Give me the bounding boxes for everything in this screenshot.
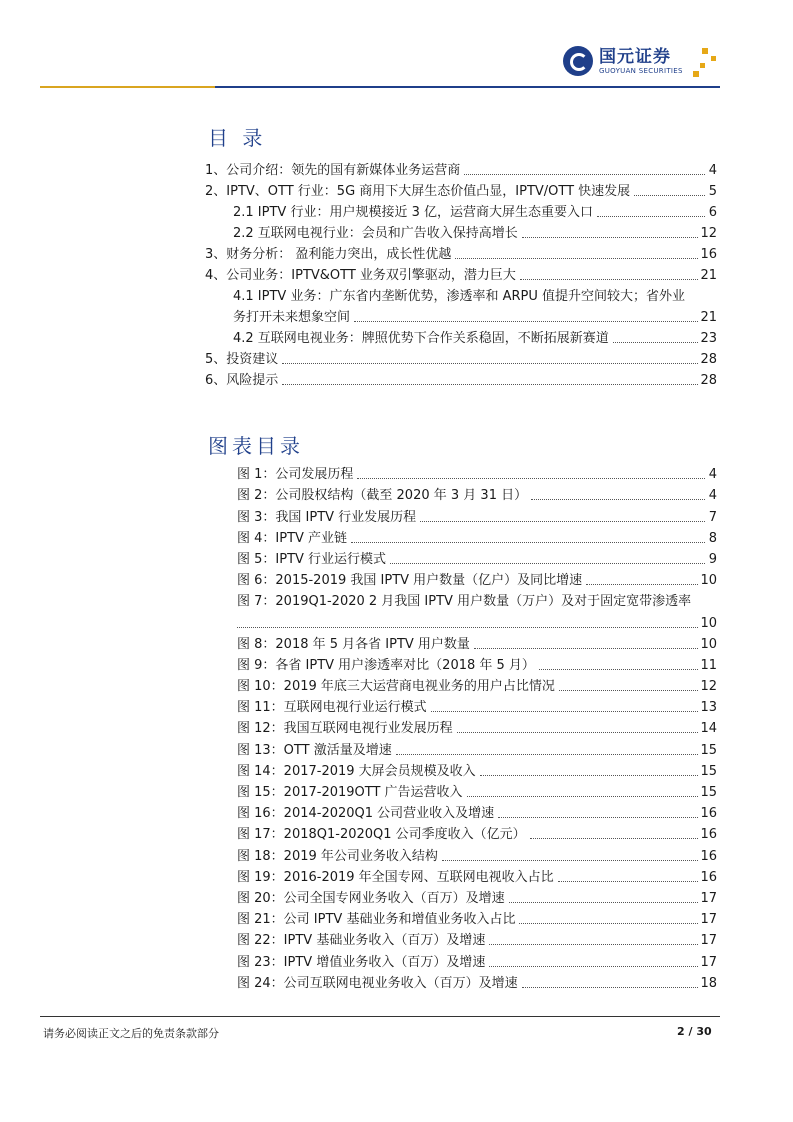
figures-list <box>237 462 717 992</box>
figure-item[interactable]: 图 16：2014-2020Q1 公司营业收入及增速 16 <box>237 806 717 822</box>
figure-item[interactable]: 图 11：互联网电视行业运行模式 13 <box>237 700 717 716</box>
toc-item[interactable]: 2.1 IPTV 行业：用户规模接近 3 亿，运营商大屏生态重要入口 6 <box>233 205 717 220</box>
toc-item[interactable]: 6、风险提示 28 <box>205 373 717 388</box>
company-logo <box>563 46 683 76</box>
logo-emblem-icon <box>563 46 593 76</box>
logo-accent-square-icon <box>711 56 716 61</box>
figure-item[interactable]: 图 22：IPTV 基础业务收入（百万）及增速 17 <box>237 933 717 949</box>
toc-item[interactable]: 务打开未来想象空间 21 <box>233 310 717 325</box>
brand-name-en: GUOYUAN SECURITIES <box>599 66 683 75</box>
logo-accent-square-icon <box>700 63 705 68</box>
figure-item[interactable]: 图 19：2016-2019 年全国专网、互联网电视收入占比 16 <box>237 869 717 885</box>
header-divider-accent <box>40 86 215 88</box>
figure-item[interactable]: 图 1：公司发展历程 4 <box>237 467 717 483</box>
figure-item[interactable]: 图 9：各省 IPTV 用户渗透率对比（2018 年 5 月） 11 <box>237 657 717 673</box>
toc-item[interactable]: 4.2 互联网电视业务：牌照优势下合作关系稳固，不断拓展新赛道 23 <box>233 331 717 346</box>
figure-item[interactable]: 图 8：2018 年 5 月各省 IPTV 用户数量 10 <box>237 636 717 652</box>
toc-item[interactable]: 2.2 互联网电视行业：会员和广告收入保持高增长 12 <box>233 226 717 241</box>
figures-title: 图表目录 <box>208 434 304 458</box>
figure-item[interactable]: 图 15：2017-2019OTT 广告运营收入 15 <box>237 785 717 800</box>
figure-item[interactable]: 图 21：公司 IPTV 基础业务和增值业务收入占比 17 <box>237 912 717 928</box>
figure-item[interactable]: 图 17：2018Q1-2020Q1 公司季度收入（亿元） 16 <box>237 827 717 843</box>
figure-item[interactable]: 图 23：IPTV 增值业务收入（百万）及增速 17 <box>237 954 717 970</box>
figure-item[interactable]: 图 6：2015-2019 我国 IPTV 用户数量（亿户）及同比增速 10 <box>237 573 717 589</box>
brand-name-cn: 国元证券 <box>599 46 671 67</box>
figure-item[interactable]: 图 24：公司互联网电视业务收入（百万）及增速 18 <box>237 975 717 991</box>
figure-item-first-line[interactable]: 图 7：2019Q1-2020 2 月我国 IPTV 用户数量（万户）及对于固定宽带渗透率 <box>237 594 692 610</box>
figure-item[interactable]: 图 13：OTT 激活量及增速 15 <box>237 742 717 758</box>
footer-divider <box>40 1016 720 1017</box>
figure-item[interactable]: 图 2：公司股权结构（截至 2020 年 3 月 31 日） 4 <box>237 488 717 504</box>
toc-item[interactable]: 5、投资建议 28 <box>205 352 717 367</box>
page-number: 2 / 30 <box>677 1025 712 1038</box>
logo-accent-square-icon <box>693 71 699 77</box>
figure-item[interactable]: 图 3：我国 IPTV 行业发展历程 7 <box>237 509 717 525</box>
footer-disclaimer: 请务必阅读正文之后的免责条款部分 <box>43 1027 219 1040</box>
figure-item[interactable]: 图 12：我国互联网电视行业发展历程 14 <box>237 721 717 737</box>
toc-item-first-line[interactable]: 4.1 IPTV 业务：广东省内垄断优势，渗透率和 ARPU 值提升空间较大；省外业 <box>233 289 685 304</box>
logo-accent-square-icon <box>702 48 708 54</box>
figure-item[interactable]: 图 18：2019 年公司业务收入结构 16 <box>237 848 717 864</box>
figure-item[interactable]: 图 4：IPTV 产业链 8 <box>237 530 717 546</box>
figure-item[interactable]: 图 20：公司全国专网业务收入（百万）及增速 17 <box>237 890 717 906</box>
figure-item[interactable]: 图 10：2019 年底三大运营商电视业务的用户占比情况 12 <box>237 679 717 695</box>
toc-item[interactable]: 1、公司介绍：领先的国有新媒体业务运营商 4 <box>205 163 717 178</box>
toc-title: 目 录 <box>208 126 267 150</box>
toc-list <box>205 158 717 389</box>
figure-item[interactable]: 图 5：IPTV 行业运行模式 9 <box>237 551 717 567</box>
toc-item[interactable]: 3、财务分析： 盈利能力突出，成长性优越 16 <box>205 247 717 262</box>
toc-item[interactable]: 2、IPTV、OTT 行业：5G 商用下大屏生态价值凸显，IPTV/OTT 快速发展 5 <box>205 184 717 199</box>
toc-item[interactable]: 4、公司业务：IPTV&OTT 业务双引擎驱动，潜力巨大 21 <box>205 268 717 283</box>
figure-item[interactable]: 图 14：2017-2019 大屏会员规模及收入 15 <box>237 763 717 779</box>
figure-item[interactable]: 10 <box>237 610 717 631</box>
